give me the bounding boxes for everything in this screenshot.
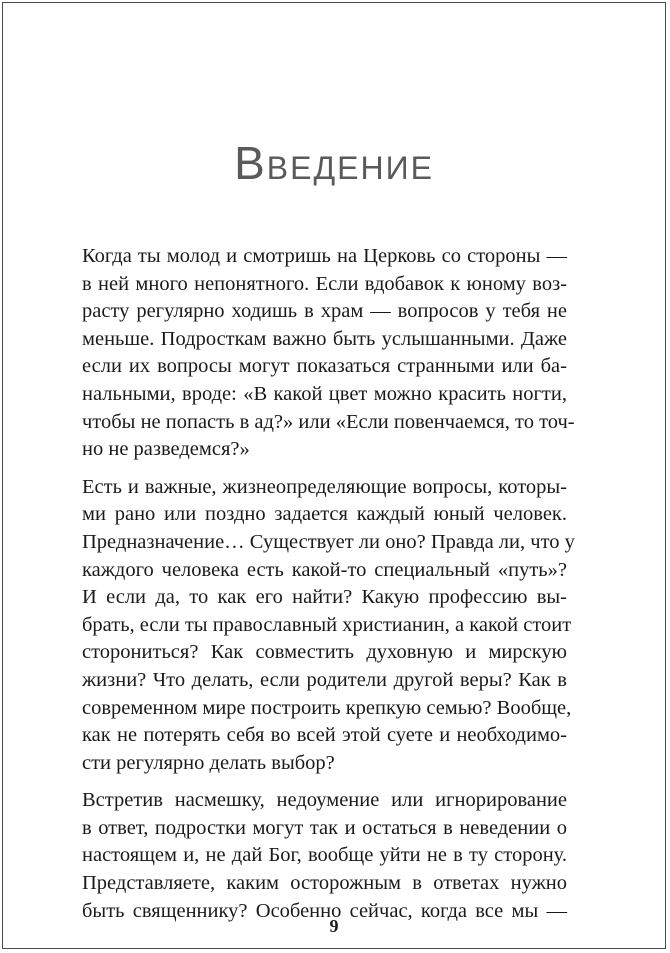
text-line: в ответ, подростки могут так и остаться в неведении о — [82, 816, 567, 839]
paragraph — [82, 474, 575, 778]
chapter-title: Введение — [234, 137, 434, 189]
text-line: в ней много непонятного. Если вдобавок к юному воз- — [82, 272, 567, 295]
text-line: но не разведемся?» — [82, 438, 250, 461]
text-line: каждого человека есть какой-то специальный «путь»? — [82, 558, 567, 581]
paragraph-gap — [82, 464, 567, 474]
text-line: Встретив насмешку, недоумение или игнорирование — [82, 789, 567, 812]
text-line: брать, если ты православный христианин, а какой стоит — [82, 613, 572, 636]
paragraph — [82, 787, 567, 925]
text-line: быть священнику? Особенно сейчас, когда все мы — — [82, 899, 567, 922]
text-line: меньше. Подросткам важно быть услышанными. Даже — [82, 327, 567, 350]
body-text — [82, 243, 575, 925]
text-line: Есть и важные, жизнеопределяющие вопросы, которы- — [82, 475, 567, 498]
text-line: Предназначение… Существует ли оно? Правда ли, что у — [82, 530, 575, 553]
paragraph — [82, 243, 575, 464]
book-page — [2, 2, 666, 949]
text-line: расту регулярно ходишь в храм — вопросов у тебя не — [82, 300, 567, 323]
text-line: если их вопросы могут показаться странными или ба- — [82, 355, 567, 378]
paragraph-gap — [82, 777, 567, 787]
text-line: чтобы не попасть в ад?» или «Если повенчаемся, то точ- — [82, 410, 575, 433]
text-line: нальными, вроде: «В какой цвет можно красить ногти, — [82, 382, 567, 405]
page-number: 9 — [329, 916, 339, 936]
text-line: сти регулярно делать выбор? — [82, 751, 335, 774]
text-line: современном мире построить крепкую семью? Вообще, — [82, 696, 572, 719]
text-line: Представляете, каким осторожным в ответах нужно — [82, 872, 567, 895]
text-line: жизни? Что делать, если родители другой веры? Как в — [82, 668, 567, 691]
text-line: сторониться? Как совместить духовную и мирскую — [82, 641, 567, 664]
text-line: ми рано или поздно задается каждый юный человек. — [82, 503, 567, 526]
text-line: Когда ты молод и смотришь на Церковь со стороны — — [82, 245, 567, 267]
text-line: настоящем и, не дай Бог, вообще уйти не в ту сторону. — [82, 844, 567, 867]
text-line: как не потерять себя во всей этой суете и необходимо- — [82, 724, 567, 747]
text-line: И если да, то как его найти? Какую профессию вы- — [82, 586, 567, 609]
